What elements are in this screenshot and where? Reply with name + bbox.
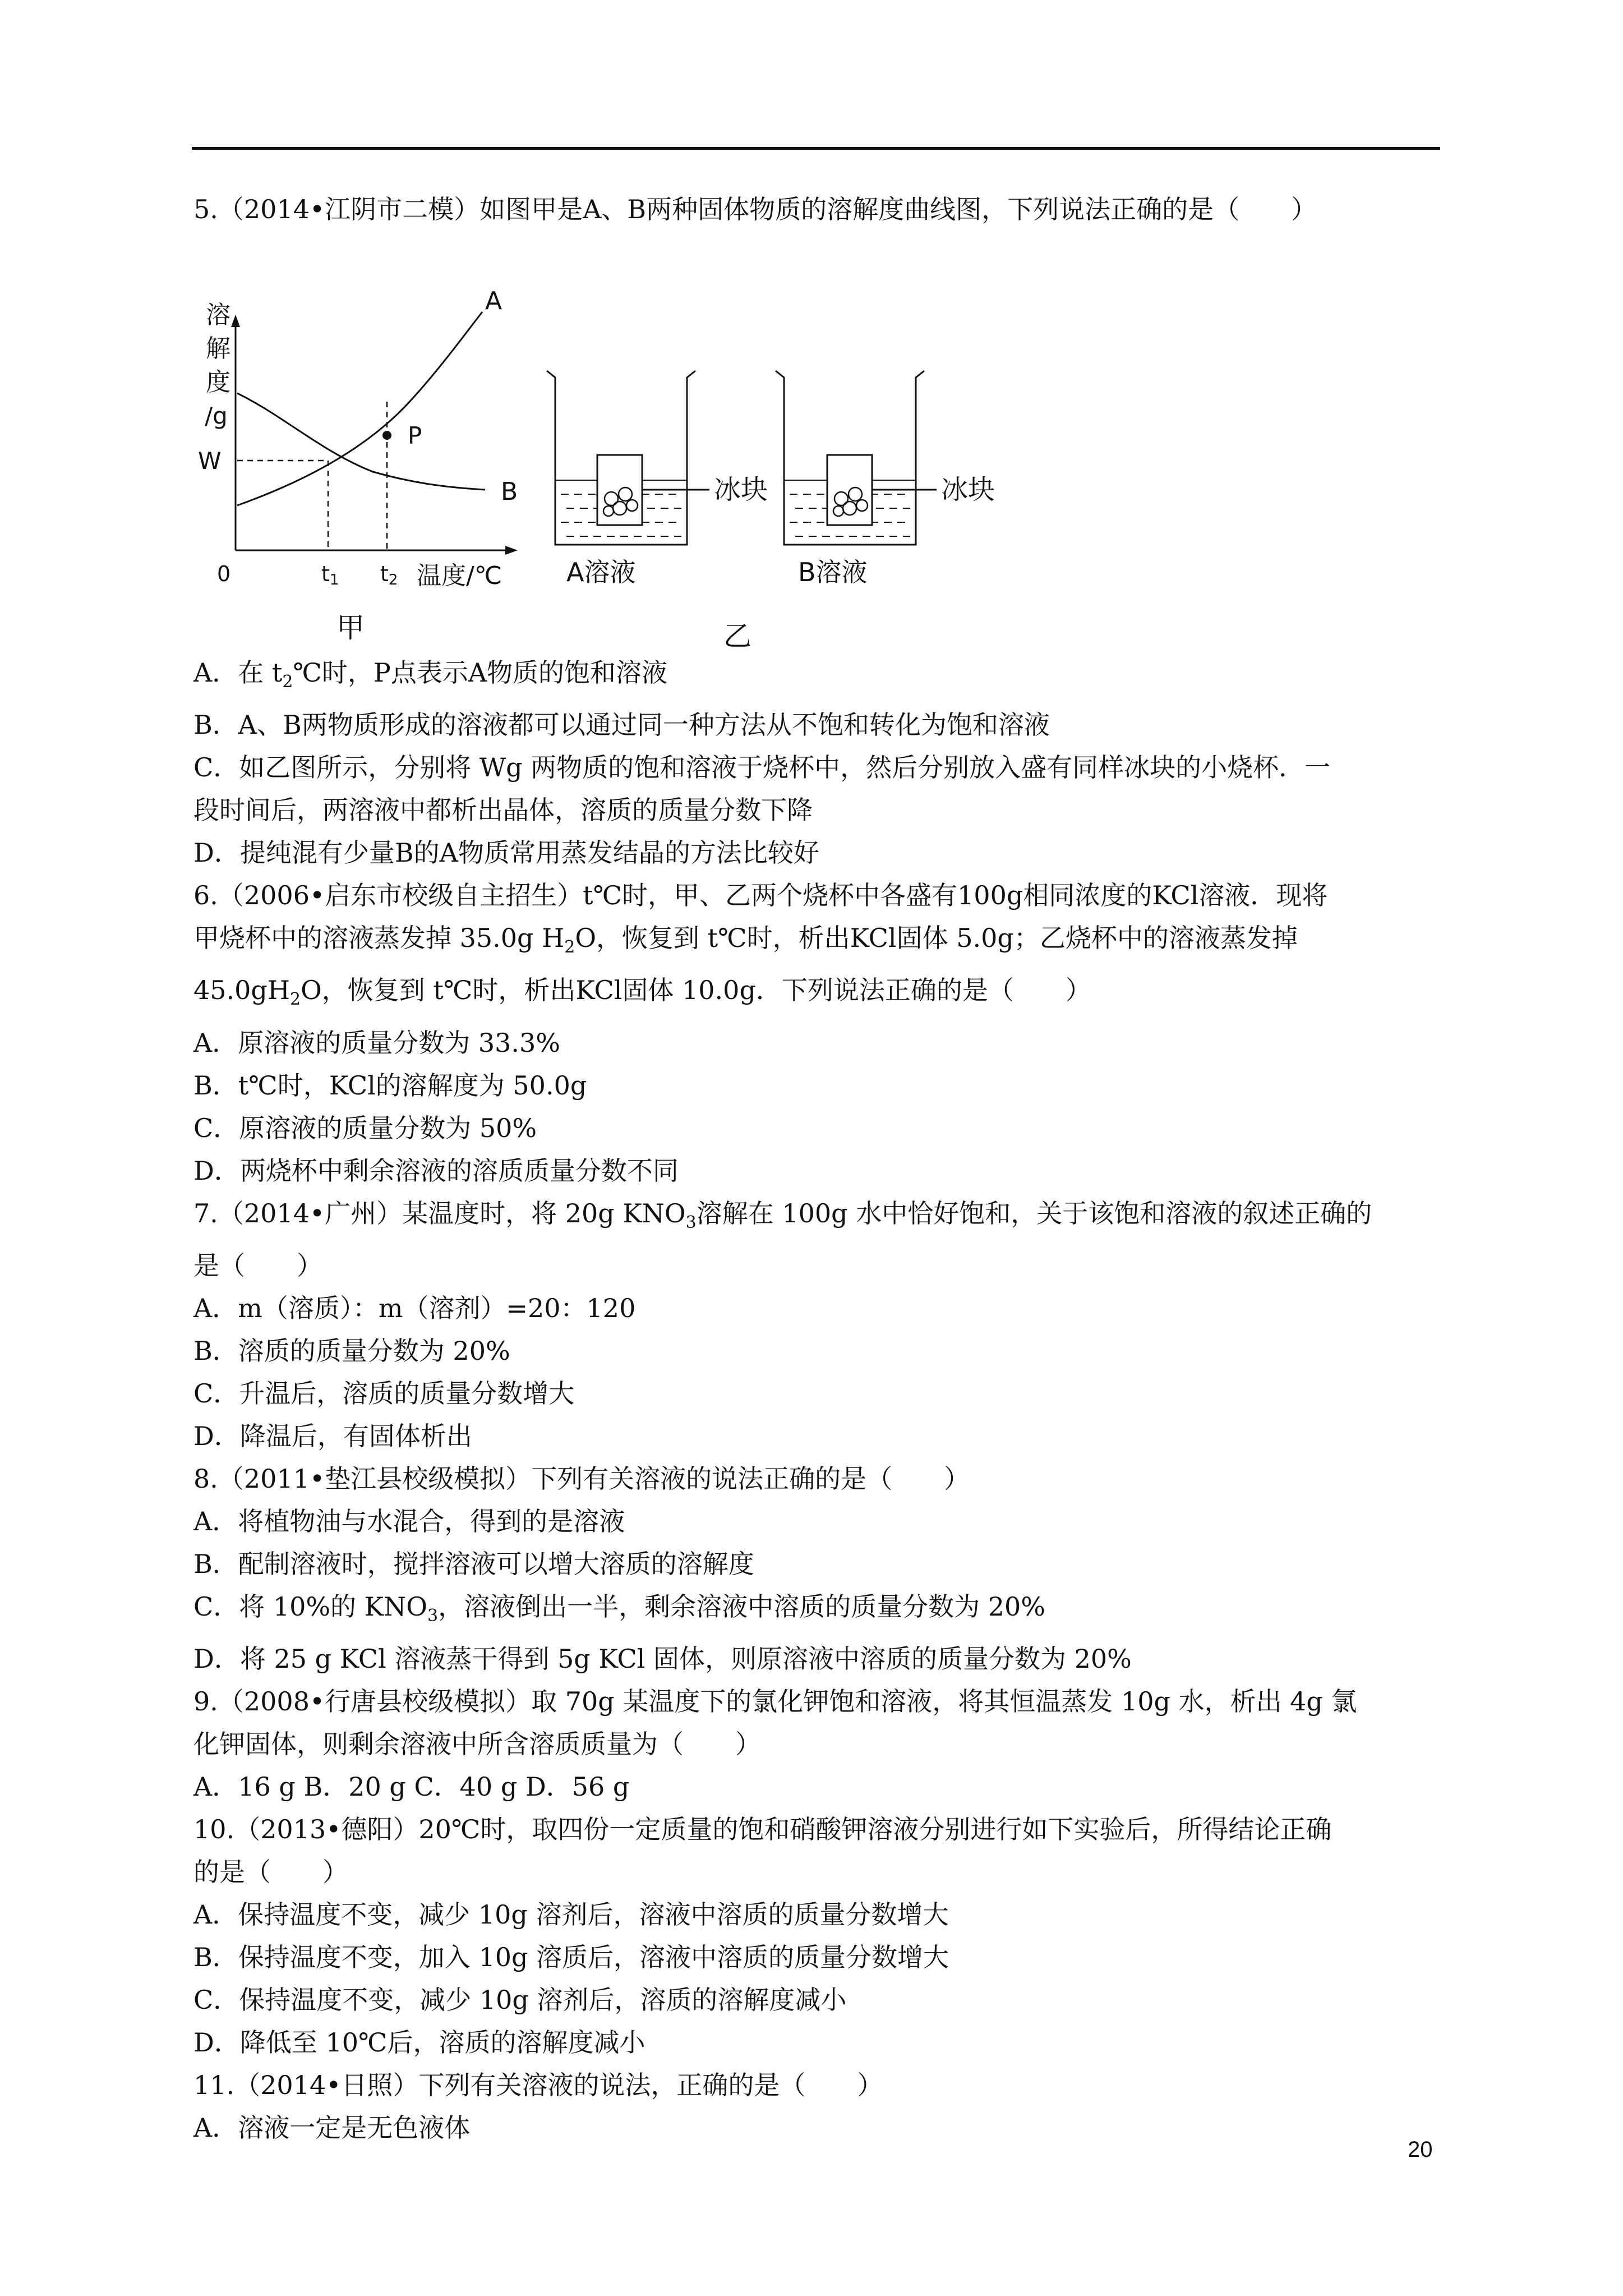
beaker-b-label: B溶液 xyxy=(798,557,868,587)
q5-option-d: D．提纯混有少量B的A物质常用蒸发结晶的方法比较好 xyxy=(193,838,819,868)
q6-stem-line2: 甲烧杯中的溶液蒸发掉 35.0g $H_2O$，恢复到 t℃时，析出KCl固体 5.0g；乙烧杯中的溶液蒸发掉 xyxy=(193,923,1298,958)
q5-figure-svg xyxy=(188,231,1007,651)
q8-option-a: A．将植物油与水混合，得到的是溶液 xyxy=(193,1506,625,1536)
y-axis-arrow xyxy=(231,315,240,327)
beaker-b xyxy=(776,371,995,587)
xlabel: 温度/℃ xyxy=(417,562,502,590)
q8-option-c: C．将 10%的 $KNO_3$，溶液倒出一半，剩余溶液中溶质的质量分数为 20% xyxy=(193,1591,1045,1626)
q6-option-d: D．两烧杯中剩余溶液的溶质质量分数不同 xyxy=(193,1155,679,1186)
q6-option-a: A．原溶液的质量分数为 33.3% xyxy=(193,1027,560,1058)
q7-option-c: C．升温后，溶质的质量分数增大 xyxy=(193,1378,575,1409)
q5-option-b: B．A、B两物质形成的溶液都可以通过同一种方法从不饱和转化为饱和溶液 xyxy=(193,710,1050,740)
beaker-b-ice-label: 冰块 xyxy=(941,474,995,505)
w-label: W xyxy=(198,447,222,475)
q10-stem-line2: 的是（ ） xyxy=(193,1856,348,1887)
q6-option-b: B．t℃时，KCl的溶解度为 50.0g xyxy=(193,1070,587,1101)
question-list xyxy=(193,188,1444,2149)
beaker-a xyxy=(547,371,768,587)
q11-option-a: A．溶液一定是无色液体 xyxy=(193,2112,471,2143)
beaker-diagram xyxy=(547,371,995,651)
q10-stem-line1: 10.（2013•德阳）20℃时，取四份一定质量的饱和硝酸钾溶液分别进行如下实验后，所得结论正确 xyxy=(193,1814,1332,1844)
ylabel-char-1: 溶 xyxy=(206,301,230,329)
q8-option-b: B．配制溶液时，搅拌溶液可以增大溶质的溶解度 xyxy=(193,1548,754,1579)
q7-option-a: A．m（溶质）：m（溶剂）=20：120 xyxy=(193,1292,636,1323)
curve-b-label: B xyxy=(501,477,518,506)
t1-label: t1 xyxy=(321,562,339,588)
ylabel-char-2: 解 xyxy=(206,334,230,363)
beaker-a-ice-label: 冰块 xyxy=(714,474,768,505)
q10-option-a: A．保持温度不变，减少 10g 溶剂后，溶液中溶质的质量分数增大 xyxy=(193,1899,949,1930)
q10-option-b: B．保持温度不变，加入 10g 溶质后，溶液中溶质的质量分数增大 xyxy=(193,1941,949,1972)
solubility-chart xyxy=(198,287,518,644)
q5-option-a: A．在 $t_2℃$时，P点表示A物质的饱和溶液 xyxy=(193,657,668,692)
caption-yi: 乙 xyxy=(723,620,751,651)
ylabel-char-3: 度 xyxy=(206,368,230,397)
q9-options: A．16 g B．20 g C．40 g D．56 g xyxy=(193,1771,630,1802)
q6-option-c: C．原溶液的质量分数为 50% xyxy=(193,1112,537,1143)
q6-stem-line1: 6.（2006•启东市校级自主招生）t℃时，甲、乙两个烧杯中各盛有100g相同浓度的KCl溶液．现将 xyxy=(193,880,1328,911)
q8-option-d: D．将 25 g KCl 溶液蒸干得到 5g KCl 固体，则原溶液中溶质的质量分数为 20% xyxy=(193,1643,1132,1674)
header-rule xyxy=(192,147,1440,150)
curve-b xyxy=(237,393,485,490)
q9-stem-line2: 化钾固体，则剩余溶液中所含溶质质量为（ ） xyxy=(193,1728,761,1759)
point-p xyxy=(382,431,391,440)
curve-a-label: A xyxy=(485,287,502,315)
q7-stem-line1: 7.（2014•广州）某温度时，将 20g $KNO_3$溶解在 100g 水中恰好饱和，关于该饱和溶液的叙述正确的 xyxy=(193,1198,1372,1232)
q8-stem: 8.（2011•垫江县校级模拟）下列有关溶液的说法正确的是（ ） xyxy=(193,1463,970,1494)
q7-option-d: D．降温后，有固体析出 xyxy=(193,1420,472,1451)
t2-label: t2 xyxy=(380,562,398,588)
q7-stem-line2: 是（ ） xyxy=(193,1250,322,1281)
beaker-a-label: A溶液 xyxy=(566,557,636,587)
point-p-label: P xyxy=(408,422,422,449)
q5-option-c-line2: 段时间后，两溶液中都析出晶体，溶质的质量分数下降 xyxy=(193,795,813,826)
q10-option-d: D．降低至 10℃后，溶质的溶解度减小 xyxy=(193,2027,645,2058)
q11-stem: 11.（2014•日照）下列有关溶液的说法，正确的是（ ） xyxy=(193,2069,883,2100)
q5-option-c-line1: C．如乙图所示，分别将 Wg 两物质的饱和溶液于烧杯中，然后分别放入盛有同样冰块的小烧杯．一 xyxy=(193,752,1331,783)
origin-label: 0 xyxy=(217,562,231,586)
q5-stem: 5.（2014•江阴市二模）如图甲是A、B两种固体物质的溶解度曲线图，下列说法正确的是（ ） xyxy=(193,194,1317,224)
q9-stem-line1: 9.（2008•行唐县校级模拟）取 70g 某温度下的氯化钾饱和溶液，将其恒温蒸发 10g 水，析出 4g 氯 xyxy=(193,1686,1357,1717)
q10-option-c: C．保持温度不变，减少 10g 溶剂后，溶质的溶解度减小 xyxy=(193,1984,847,2015)
x-axis-arrow xyxy=(505,546,518,555)
ylabel-char-4: /g xyxy=(205,402,228,430)
caption-jia: 甲 xyxy=(336,611,365,644)
q6-stem-line3: $45.0gH_2O$，恢复到 t℃时，析出KCl固体 10.0g．下列说法正确的是（ ） xyxy=(193,975,1091,1010)
q7-option-b: B．溶质的质量分数为 20% xyxy=(193,1335,510,1366)
page-number: 20 xyxy=(1408,2137,1433,2162)
q5-figure xyxy=(193,231,1444,651)
curve-a xyxy=(237,312,482,505)
